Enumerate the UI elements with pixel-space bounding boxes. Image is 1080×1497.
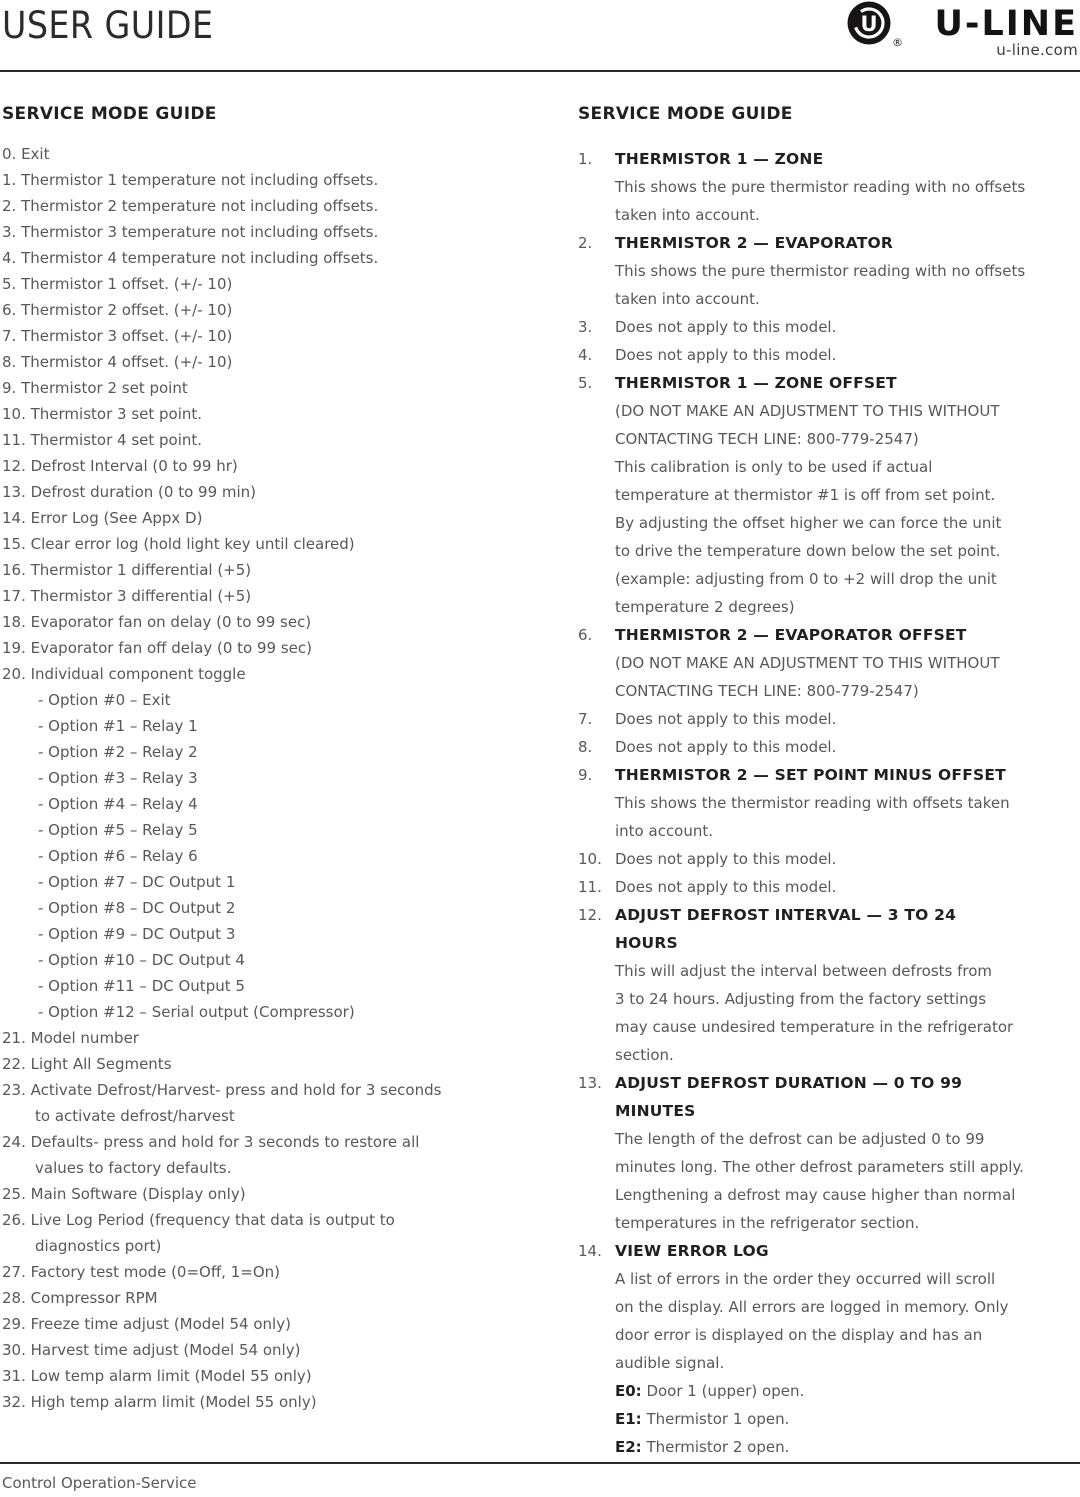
item-text: section. xyxy=(615,1046,674,1064)
item-number: 9. xyxy=(578,766,593,784)
text-line: 28. Compressor RPM xyxy=(2,1289,158,1307)
text-line: 31. Low temp alarm limit (Model 55 only) xyxy=(2,1367,312,1385)
text-line: 26. Live Log Period (frequency that data is output to xyxy=(2,1211,395,1229)
text-line: - Option #9 – DC Output 3 xyxy=(38,925,236,943)
text-line: - Option #2 – Relay 2 xyxy=(38,743,198,761)
list-item xyxy=(2,193,537,219)
text-line: 9. Thermistor 2 set point xyxy=(2,379,188,397)
sub-option-item xyxy=(38,921,537,947)
list-item xyxy=(2,427,537,453)
service-item xyxy=(578,369,1080,621)
item-number: 14. xyxy=(578,1242,602,1260)
service-mode-list xyxy=(2,141,537,1415)
text-line: values to factory defaults. xyxy=(35,1159,232,1177)
sub-option-item xyxy=(38,817,537,843)
text-line: 25. Main Software (Display only) xyxy=(2,1185,246,1203)
text-line: - Option #3 – Relay 3 xyxy=(38,769,198,787)
uline-logo-icon xyxy=(847,1,891,49)
item-text: Lengthening a defrost may cause higher than normal xyxy=(615,1186,1016,1204)
item-number: 3. xyxy=(578,318,593,336)
item-text: By adjusting the offset higher we can force the unit xyxy=(615,514,1002,532)
item-text: Does not apply to this model. xyxy=(615,710,837,728)
item-title: THERMISTOR 1 — ZONE xyxy=(615,150,824,168)
item-title: THERMISTOR 1 — ZONE OFFSET xyxy=(615,374,897,392)
item-number: 10. xyxy=(578,850,602,868)
item-text: Does not apply to this model. xyxy=(615,318,837,336)
item-text: This will adjust the interval between defrosts from xyxy=(615,962,993,980)
service-item xyxy=(578,705,1080,733)
service-item xyxy=(578,1069,1080,1237)
text-line: 24. Defaults- press and hold for 3 seconds to restore all xyxy=(2,1133,420,1151)
item-text: taken into account. xyxy=(615,206,760,224)
error-code: E2: xyxy=(615,1438,642,1456)
text-line: 21. Model number xyxy=(2,1029,139,1047)
list-item xyxy=(2,453,537,479)
service-item xyxy=(578,229,1080,313)
text-line: 12. Defrost Interval (0 to 99 hr) xyxy=(2,457,238,475)
sub-option-item xyxy=(38,791,537,817)
list-item xyxy=(2,1077,537,1129)
text-line: 3. Thermistor 3 temperature not including offsets. xyxy=(2,223,379,241)
text-line: 19. Evaporator fan off delay (0 to 99 sec) xyxy=(2,639,312,657)
text-line: 14. Error Log (See Appx D) xyxy=(2,509,203,527)
text-line: 16. Thermistor 1 differential (+5) xyxy=(2,561,252,579)
service-item xyxy=(578,621,1080,705)
item-text: This calibration is only to be used if actual xyxy=(615,458,933,476)
sub-option-item xyxy=(38,687,537,713)
sub-option-item xyxy=(38,895,537,921)
right-column xyxy=(578,104,1080,1461)
sub-option-item xyxy=(38,947,537,973)
header-divider xyxy=(0,70,1080,72)
item-number: 6. xyxy=(578,626,593,644)
item-number: 2. xyxy=(578,234,593,252)
error-line xyxy=(615,1433,1080,1461)
error-text: Thermistor 1 open. xyxy=(641,1410,790,1428)
item-text: to drive the temperature down below the set point. xyxy=(615,542,1001,560)
text-line: - Option #12 – Serial output (Compressor) xyxy=(38,1003,355,1021)
item-text: may cause undesired temperature in the refrigerator xyxy=(615,1018,1014,1036)
text-line: 17. Thermistor 3 differential (+5) xyxy=(2,587,252,605)
list-item xyxy=(2,323,537,349)
list-item xyxy=(2,635,537,661)
item-text: on the display. All errors are logged in memory. Only xyxy=(615,1298,1009,1316)
item-title: MINUTES xyxy=(615,1102,696,1120)
list-item xyxy=(2,245,537,271)
item-text: 3 to 24 hours. Adjusting from the factory settings xyxy=(615,990,987,1008)
text-line: - Option #4 – Relay 4 xyxy=(38,795,198,813)
item-title: THERMISTOR 2 — EVAPORATOR xyxy=(615,234,894,252)
list-item xyxy=(2,219,537,245)
item-number: 11. xyxy=(578,878,602,896)
item-text: (example: adjusting from 0 to +2 will drop the unit xyxy=(615,570,997,588)
list-item xyxy=(2,297,537,323)
text-line: 4. Thermistor 4 temperature not including offsets. xyxy=(2,249,379,267)
item-number: 5. xyxy=(578,374,593,392)
item-text: into account. xyxy=(615,822,714,840)
text-line: 29. Freeze time adjust (Model 54 only) xyxy=(2,1315,291,1333)
list-item xyxy=(2,271,537,297)
sub-option-item xyxy=(38,765,537,791)
service-item xyxy=(578,313,1080,341)
item-number: 13. xyxy=(578,1074,602,1092)
error-text: Door 1 (upper) open. xyxy=(641,1382,805,1400)
error-code: E1: xyxy=(615,1410,642,1428)
text-line: - Option #8 – DC Output 2 xyxy=(38,899,236,917)
service-item xyxy=(578,341,1080,369)
text-line: - Option #5 – Relay 5 xyxy=(38,821,198,839)
item-text: This shows the pure thermistor reading with no offsets xyxy=(615,262,1026,280)
list-item xyxy=(2,1051,537,1077)
service-item xyxy=(578,761,1080,845)
item-text: Does not apply to this model. xyxy=(615,850,837,868)
text-line: 22. Light All Segments xyxy=(2,1055,172,1073)
right-section-heading: SERVICE MODE GUIDE xyxy=(578,104,793,124)
sub-option-item xyxy=(38,973,537,999)
text-line: diagnostics port) xyxy=(35,1237,162,1255)
item-text: This shows the thermistor reading with offsets taken xyxy=(615,794,1010,812)
sub-option-item xyxy=(38,869,537,895)
error-text: Thermistor 2 open. xyxy=(641,1438,790,1456)
left-column xyxy=(2,104,537,1415)
text-line: 32. High temp alarm limit (Model 55 only) xyxy=(2,1393,317,1411)
footer-label: Control Operation-Service xyxy=(2,1474,197,1492)
item-text: temperature 2 degrees) xyxy=(615,598,795,616)
item-text: door error is displayed on the display and has an xyxy=(615,1326,983,1344)
list-item xyxy=(2,141,537,167)
error-code: E0: xyxy=(615,1382,642,1400)
text-line: to activate defrost/harvest xyxy=(35,1107,235,1125)
page-title: USER GUIDE xyxy=(2,4,214,47)
list-item xyxy=(2,1259,537,1285)
error-line xyxy=(615,1405,1080,1433)
list-item xyxy=(2,661,537,687)
list-item xyxy=(2,505,537,531)
item-text: temperature at thermistor #1 is off from set point. xyxy=(615,486,996,504)
list-item xyxy=(2,167,537,193)
item-title: ADJUST DEFROST INTERVAL — 3 TO 24 xyxy=(615,906,957,924)
item-title: ADJUST DEFROST DURATION — 0 TO 99 xyxy=(615,1074,963,1092)
list-item xyxy=(2,1181,537,1207)
item-title: THERMISTOR 2 — SET POINT MINUS OFFSET xyxy=(615,766,1006,784)
text-line: - Option #11 – DC Output 5 xyxy=(38,977,245,995)
item-number: 12. xyxy=(578,906,602,924)
service-item xyxy=(578,845,1080,873)
svg-text:U: U xyxy=(860,12,878,36)
service-item xyxy=(578,901,1080,1069)
text-line: 7. Thermistor 3 offset. (+/- 10) xyxy=(2,327,233,345)
item-text: CONTACTING TECH LINE: 800-779-2547) xyxy=(615,682,919,700)
footer-divider xyxy=(0,1462,1080,1464)
list-item xyxy=(2,1389,537,1415)
list-item xyxy=(2,1207,537,1259)
item-text: taken into account. xyxy=(615,290,760,308)
sub-option-item xyxy=(38,843,537,869)
text-line: 5. Thermistor 1 offset. (+/- 10) xyxy=(2,275,233,293)
text-line: 0. Exit xyxy=(2,145,50,163)
list-item xyxy=(2,1025,537,1051)
text-line: 15. Clear error log (hold light key until cleared) xyxy=(2,535,355,553)
sub-option-item xyxy=(38,999,537,1025)
list-item xyxy=(2,1311,537,1337)
brand-block xyxy=(900,4,1078,59)
item-number: 4. xyxy=(578,346,593,364)
list-item xyxy=(2,375,537,401)
list-item xyxy=(2,349,537,375)
sub-option-item xyxy=(38,739,537,765)
text-line: 20. Individual component toggle xyxy=(2,665,246,683)
text-line: - Option #7 – DC Output 1 xyxy=(38,873,236,891)
text-line: 2. Thermistor 2 temperature not including offsets. xyxy=(2,197,379,215)
list-item xyxy=(2,479,537,505)
error-line xyxy=(615,1377,1080,1405)
item-text: Does not apply to this model. xyxy=(615,346,837,364)
service-item xyxy=(578,873,1080,901)
left-section-heading: SERVICE MODE GUIDE xyxy=(2,104,217,124)
registered-trademark-icon: ® xyxy=(892,36,903,49)
text-line: - Option #6 – Relay 6 xyxy=(38,847,198,865)
item-text: Does not apply to this model. xyxy=(615,738,837,756)
service-item xyxy=(578,145,1080,229)
item-title: THERMISTOR 2 — EVAPORATOR OFFSET xyxy=(615,626,967,644)
service-item xyxy=(578,1237,1080,1461)
text-line: 6. Thermistor 2 offset. (+/- 10) xyxy=(2,301,233,319)
text-line: 11. Thermistor 4 set point. xyxy=(2,431,203,449)
item-title: VIEW ERROR LOG xyxy=(615,1242,769,1260)
item-text: This shows the pure thermistor reading with no offsets xyxy=(615,178,1026,196)
item-text: A list of errors in the order they occurred will scroll xyxy=(615,1270,996,1288)
list-item xyxy=(2,401,537,427)
text-line: 18. Evaporator fan on delay (0 to 99 sec) xyxy=(2,613,312,631)
item-text: (DO NOT MAKE AN ADJUSTMENT TO THIS WITHOUT xyxy=(615,402,1000,420)
text-line: 30. Harvest time adjust (Model 54 only) xyxy=(2,1341,301,1359)
item-number: 1. xyxy=(578,150,593,168)
item-text: The length of the defrost can be adjusted 0 to 99 xyxy=(615,1130,985,1148)
service-item xyxy=(578,733,1080,761)
list-item xyxy=(2,1337,537,1363)
text-line: 13. Defrost duration (0 to 99 min) xyxy=(2,483,257,501)
brand-wordmark: U-LINE xyxy=(934,4,1078,44)
text-line: - Option #10 – DC Output 4 xyxy=(38,951,245,969)
text-line: - Option #0 – Exit xyxy=(38,691,171,709)
item-text: minutes long. The other defrost parameters still apply. xyxy=(615,1158,1024,1176)
item-text: audible signal. xyxy=(615,1354,725,1372)
sub-option-item xyxy=(38,713,537,739)
list-item xyxy=(2,609,537,635)
brand-website: u-line.com xyxy=(996,41,1078,59)
list-item xyxy=(2,531,537,557)
list-item xyxy=(2,557,537,583)
item-number: 7. xyxy=(578,710,593,728)
list-item xyxy=(2,1363,537,1389)
list-item xyxy=(2,583,537,609)
list-item xyxy=(2,1129,537,1181)
text-line: 23. Activate Defrost/Harvest- press and hold for 3 seconds xyxy=(2,1081,442,1099)
list-item xyxy=(2,1285,537,1311)
text-line: 10. Thermistor 3 set point. xyxy=(2,405,203,423)
text-line: 8. Thermistor 4 offset. (+/- 10) xyxy=(2,353,233,371)
item-text: (DO NOT MAKE AN ADJUSTMENT TO THIS WITHOUT xyxy=(615,654,1000,672)
item-number: 8. xyxy=(578,738,593,756)
item-text: CONTACTING TECH LINE: 800-779-2547) xyxy=(615,430,919,448)
text-line: 27. Factory test mode (0=Off, 1=On) xyxy=(2,1263,280,1281)
text-line: 1. Thermistor 1 temperature not including offsets. xyxy=(2,171,379,189)
item-text: temperatures in the refrigerator section. xyxy=(615,1214,920,1232)
item-title: HOURS xyxy=(615,934,678,952)
item-text: Does not apply to this model. xyxy=(615,878,837,896)
service-mode-detail-list xyxy=(578,145,1080,1461)
text-line: - Option #1 – Relay 1 xyxy=(38,717,198,735)
